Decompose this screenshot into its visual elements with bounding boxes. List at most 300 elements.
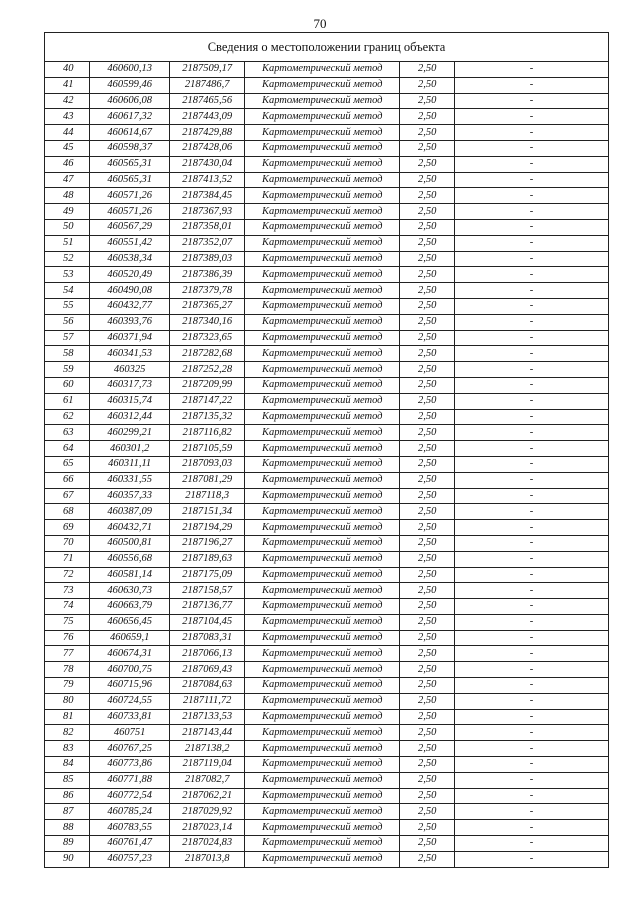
point-number-cell: 71 — [45, 551, 90, 567]
table-row — [45, 472, 609, 488]
table-row — [45, 741, 609, 757]
method-cell: Картометрический метод — [245, 425, 400, 441]
x-coordinate-cell: 460556,68 — [90, 551, 170, 567]
table-row — [45, 662, 609, 678]
accuracy-cell: 2,50 — [400, 725, 455, 741]
table-row — [45, 709, 609, 725]
y-coordinate-cell: 2187118,3 — [170, 488, 245, 504]
description-cell: - — [454, 741, 608, 757]
table-row — [45, 788, 609, 804]
point-number-cell: 73 — [45, 583, 90, 599]
table-row — [45, 630, 609, 646]
x-coordinate-cell: 460315,74 — [90, 393, 170, 409]
point-number-cell: 87 — [45, 804, 90, 820]
x-coordinate-cell: 460331,55 — [90, 472, 170, 488]
method-cell: Картометрический метод — [245, 741, 400, 757]
y-coordinate-cell: 2187430,04 — [170, 156, 245, 172]
x-coordinate-cell: 460357,33 — [90, 488, 170, 504]
table-row — [45, 646, 609, 662]
x-coordinate-cell: 460432,71 — [90, 520, 170, 536]
table-row — [45, 125, 609, 141]
point-number-cell: 62 — [45, 409, 90, 425]
x-coordinate-cell: 460663,79 — [90, 599, 170, 615]
x-coordinate-cell: 460341,53 — [90, 346, 170, 362]
accuracy-cell: 2,50 — [400, 741, 455, 757]
method-cell: Картометрический метод — [245, 504, 400, 520]
point-number-cell: 45 — [45, 140, 90, 156]
y-coordinate-cell: 2187384,45 — [170, 188, 245, 204]
table-row — [45, 172, 609, 188]
x-coordinate-cell: 460599,46 — [90, 77, 170, 93]
accuracy-cell: 2,50 — [400, 851, 455, 867]
accuracy-cell: 2,50 — [400, 77, 455, 93]
table-row — [45, 235, 609, 251]
method-cell: Картометрический метод — [245, 314, 400, 330]
point-number-cell: 47 — [45, 172, 90, 188]
description-cell: - — [454, 377, 608, 393]
y-coordinate-cell: 2187023,14 — [170, 820, 245, 836]
table-heading: Сведения о местоположении границ объекта — [45, 33, 609, 62]
x-coordinate-cell: 460674,31 — [90, 646, 170, 662]
method-cell: Картометрический метод — [245, 836, 400, 852]
point-number-cell: 64 — [45, 441, 90, 457]
method-cell: Картометрический метод — [245, 188, 400, 204]
y-coordinate-cell: 2187175,09 — [170, 567, 245, 583]
description-cell: - — [454, 772, 608, 788]
point-number-cell: 60 — [45, 377, 90, 393]
x-coordinate-cell: 460432,77 — [90, 298, 170, 314]
description-cell: - — [454, 298, 608, 314]
method-cell: Картометрический метод — [245, 788, 400, 804]
x-coordinate-cell: 460393,76 — [90, 314, 170, 330]
y-coordinate-cell: 2187104,45 — [170, 614, 245, 630]
point-number-cell: 80 — [45, 693, 90, 709]
description-cell: - — [454, 219, 608, 235]
x-coordinate-cell: 460767,25 — [90, 741, 170, 757]
x-coordinate-cell: 460567,29 — [90, 219, 170, 235]
table-row — [45, 330, 609, 346]
point-number-cell: 57 — [45, 330, 90, 346]
y-coordinate-cell: 2187340,16 — [170, 314, 245, 330]
y-coordinate-cell: 2187367,93 — [170, 204, 245, 220]
point-number-cell: 65 — [45, 456, 90, 472]
description-cell: - — [454, 251, 608, 267]
description-cell: - — [454, 172, 608, 188]
table-row — [45, 567, 609, 583]
method-cell: Картометрический метод — [245, 219, 400, 235]
description-cell: - — [454, 693, 608, 709]
table-row — [45, 77, 609, 93]
y-coordinate-cell: 2187062,21 — [170, 788, 245, 804]
accuracy-cell: 2,50 — [400, 125, 455, 141]
y-coordinate-cell: 2187379,78 — [170, 283, 245, 299]
x-coordinate-cell: 460700,75 — [90, 662, 170, 678]
x-coordinate-cell: 460565,31 — [90, 156, 170, 172]
x-coordinate-cell: 460600,13 — [90, 62, 170, 78]
table-row — [45, 298, 609, 314]
method-cell: Картометрический метод — [245, 283, 400, 299]
point-number-cell: 75 — [45, 614, 90, 630]
accuracy-cell: 2,50 — [400, 583, 455, 599]
table-row — [45, 520, 609, 536]
description-cell: - — [454, 62, 608, 78]
point-number-cell: 88 — [45, 820, 90, 836]
accuracy-cell: 2,50 — [400, 109, 455, 125]
y-coordinate-cell: 2187443,09 — [170, 109, 245, 125]
y-coordinate-cell: 2187323,65 — [170, 330, 245, 346]
table-row — [45, 425, 609, 441]
table-row — [45, 535, 609, 551]
accuracy-cell: 2,50 — [400, 504, 455, 520]
x-coordinate-cell: 460614,67 — [90, 125, 170, 141]
table-row — [45, 725, 609, 741]
table-row — [45, 140, 609, 156]
x-coordinate-cell: 460571,26 — [90, 188, 170, 204]
y-coordinate-cell: 2187509,17 — [170, 62, 245, 78]
method-cell: Картометрический метод — [245, 709, 400, 725]
description-cell: - — [454, 267, 608, 283]
accuracy-cell: 2,50 — [400, 772, 455, 788]
method-cell: Картометрический метод — [245, 472, 400, 488]
page-number: 70 — [313, 16, 327, 31]
accuracy-cell: 2,50 — [400, 836, 455, 852]
accuracy-cell: 2,50 — [400, 409, 455, 425]
method-cell: Картометрический метод — [245, 804, 400, 820]
y-coordinate-cell: 2187029,92 — [170, 804, 245, 820]
accuracy-cell: 2,50 — [400, 393, 455, 409]
table-row — [45, 599, 609, 615]
method-cell: Картометрический метод — [245, 551, 400, 567]
accuracy-cell: 2,50 — [400, 788, 455, 804]
point-number-cell: 79 — [45, 678, 90, 694]
accuracy-cell: 2,50 — [400, 267, 455, 283]
accuracy-cell: 2,50 — [400, 551, 455, 567]
y-coordinate-cell: 2187069,43 — [170, 662, 245, 678]
method-cell: Картометрический метод — [245, 109, 400, 125]
y-coordinate-cell: 2187024,83 — [170, 836, 245, 852]
description-cell: - — [454, 109, 608, 125]
description-cell: - — [454, 520, 608, 536]
description-cell: - — [454, 551, 608, 567]
x-coordinate-cell: 460387,09 — [90, 504, 170, 520]
accuracy-cell: 2,50 — [400, 441, 455, 457]
accuracy-cell: 2,50 — [400, 709, 455, 725]
y-coordinate-cell: 2187111,72 — [170, 693, 245, 709]
method-cell: Картометрический метод — [245, 725, 400, 741]
x-coordinate-cell: 460656,45 — [90, 614, 170, 630]
table-row — [45, 283, 609, 299]
table-row — [45, 204, 609, 220]
x-coordinate-cell: 460571,26 — [90, 204, 170, 220]
x-coordinate-cell: 460500,81 — [90, 535, 170, 551]
description-cell: - — [454, 425, 608, 441]
table-row — [45, 504, 609, 520]
y-coordinate-cell: 2187119,04 — [170, 757, 245, 773]
method-cell: Картометрический метод — [245, 488, 400, 504]
point-number-cell: 83 — [45, 741, 90, 757]
accuracy-cell: 2,50 — [400, 630, 455, 646]
accuracy-cell: 2,50 — [400, 362, 455, 378]
table-row — [45, 109, 609, 125]
accuracy-cell: 2,50 — [400, 330, 455, 346]
y-coordinate-cell: 2187252,28 — [170, 362, 245, 378]
table-row — [45, 836, 609, 852]
accuracy-cell: 2,50 — [400, 204, 455, 220]
y-coordinate-cell: 2187147,22 — [170, 393, 245, 409]
x-coordinate-cell: 460325 — [90, 362, 170, 378]
description-cell: - — [454, 804, 608, 820]
method-cell: Картометрический метод — [245, 567, 400, 583]
y-coordinate-cell: 2187136,77 — [170, 599, 245, 615]
y-coordinate-cell: 2187083,31 — [170, 630, 245, 646]
y-coordinate-cell: 2187133,53 — [170, 709, 245, 725]
accuracy-cell: 2,50 — [400, 662, 455, 678]
method-cell: Картометрический метод — [245, 693, 400, 709]
description-cell: - — [454, 456, 608, 472]
description-cell: - — [454, 140, 608, 156]
description-cell: - — [454, 614, 608, 630]
y-coordinate-cell: 2187081,29 — [170, 472, 245, 488]
x-coordinate-cell: 460490,08 — [90, 283, 170, 299]
method-cell: Картометрический метод — [245, 441, 400, 457]
description-cell: - — [454, 851, 608, 867]
accuracy-cell: 2,50 — [400, 614, 455, 630]
accuracy-cell: 2,50 — [400, 188, 455, 204]
accuracy-cell: 2,50 — [400, 219, 455, 235]
point-number-cell: 69 — [45, 520, 90, 536]
description-cell: - — [454, 504, 608, 520]
x-coordinate-cell: 460617,32 — [90, 109, 170, 125]
x-coordinate-cell: 460773,86 — [90, 757, 170, 773]
description-cell: - — [454, 330, 608, 346]
accuracy-cell: 2,50 — [400, 693, 455, 709]
method-cell: Картометрический метод — [245, 456, 400, 472]
point-number-cell: 77 — [45, 646, 90, 662]
method-cell: Картометрический метод — [245, 172, 400, 188]
accuracy-cell: 2,50 — [400, 678, 455, 694]
method-cell: Картометрический метод — [245, 62, 400, 78]
accuracy-cell: 2,50 — [400, 251, 455, 267]
description-cell: - — [454, 757, 608, 773]
x-coordinate-cell: 460581,14 — [90, 567, 170, 583]
x-coordinate-cell: 460785,24 — [90, 804, 170, 820]
y-coordinate-cell: 2187105,59 — [170, 441, 245, 457]
x-coordinate-cell: 460783,55 — [90, 820, 170, 836]
x-coordinate-cell: 460761,47 — [90, 836, 170, 852]
x-coordinate-cell: 460733,81 — [90, 709, 170, 725]
method-cell: Картометрический метод — [245, 377, 400, 393]
description-cell: - — [454, 678, 608, 694]
point-number-cell: 61 — [45, 393, 90, 409]
method-cell: Картометрический метод — [245, 820, 400, 836]
description-cell: - — [454, 409, 608, 425]
point-number-cell: 78 — [45, 662, 90, 678]
table-row — [45, 251, 609, 267]
method-cell: Картометрический метод — [245, 267, 400, 283]
accuracy-cell: 2,50 — [400, 535, 455, 551]
method-cell: Картометрический метод — [245, 535, 400, 551]
point-number-cell: 43 — [45, 109, 90, 125]
table-row — [45, 488, 609, 504]
accuracy-cell: 2,50 — [400, 93, 455, 109]
accuracy-cell: 2,50 — [400, 314, 455, 330]
table-row — [45, 456, 609, 472]
x-coordinate-cell: 460317,73 — [90, 377, 170, 393]
description-cell: - — [454, 204, 608, 220]
table-row — [45, 678, 609, 694]
description-cell: - — [454, 599, 608, 615]
point-number-cell: 76 — [45, 630, 90, 646]
accuracy-cell: 2,50 — [400, 425, 455, 441]
x-coordinate-cell: 460757,23 — [90, 851, 170, 867]
point-number-cell: 81 — [45, 709, 90, 725]
y-coordinate-cell: 2187084,63 — [170, 678, 245, 694]
y-coordinate-cell: 2187082,7 — [170, 772, 245, 788]
y-coordinate-cell: 2187389,03 — [170, 251, 245, 267]
description-cell: - — [454, 583, 608, 599]
y-coordinate-cell: 2187093,03 — [170, 456, 245, 472]
accuracy-cell: 2,50 — [400, 820, 455, 836]
method-cell: Картометрический метод — [245, 140, 400, 156]
description-cell: - — [454, 709, 608, 725]
table-row — [45, 156, 609, 172]
table-row — [45, 820, 609, 836]
method-cell: Картометрический метод — [245, 346, 400, 362]
description-cell: - — [454, 156, 608, 172]
accuracy-cell: 2,50 — [400, 804, 455, 820]
accuracy-cell: 2,50 — [400, 472, 455, 488]
heading-row — [45, 33, 609, 62]
method-cell: Картометрический метод — [245, 362, 400, 378]
table-row — [45, 377, 609, 393]
table-row — [45, 62, 609, 78]
point-number-cell: 51 — [45, 235, 90, 251]
table-row — [45, 804, 609, 820]
accuracy-cell: 2,50 — [400, 156, 455, 172]
y-coordinate-cell: 2187189,63 — [170, 551, 245, 567]
point-number-cell: 52 — [45, 251, 90, 267]
point-number-cell: 67 — [45, 488, 90, 504]
x-coordinate-cell: 460301,2 — [90, 441, 170, 457]
description-cell: - — [454, 362, 608, 378]
accuracy-cell: 2,50 — [400, 298, 455, 314]
y-coordinate-cell: 2187465,56 — [170, 93, 245, 109]
description-cell: - — [454, 77, 608, 93]
table-row — [45, 362, 609, 378]
y-coordinate-cell: 2187066,13 — [170, 646, 245, 662]
table-body — [45, 33, 609, 868]
table-row — [45, 93, 609, 109]
method-cell: Картометрический метод — [245, 520, 400, 536]
table-row — [45, 551, 609, 567]
description-cell: - — [454, 646, 608, 662]
method-cell: Картометрический метод — [245, 646, 400, 662]
description-cell: - — [454, 472, 608, 488]
point-number-cell: 82 — [45, 725, 90, 741]
point-number-cell: 40 — [45, 62, 90, 78]
point-number-cell: 41 — [45, 77, 90, 93]
table-row — [45, 393, 609, 409]
accuracy-cell: 2,50 — [400, 488, 455, 504]
accuracy-cell: 2,50 — [400, 757, 455, 773]
y-coordinate-cell: 2187013,8 — [170, 851, 245, 867]
method-cell: Картометрический метод — [245, 583, 400, 599]
point-number-cell: 63 — [45, 425, 90, 441]
x-coordinate-cell: 460751 — [90, 725, 170, 741]
description-cell: - — [454, 93, 608, 109]
point-number-cell: 72 — [45, 567, 90, 583]
method-cell: Картометрический метод — [245, 630, 400, 646]
accuracy-cell: 2,50 — [400, 377, 455, 393]
accuracy-cell: 2,50 — [400, 283, 455, 299]
x-coordinate-cell: 460565,31 — [90, 172, 170, 188]
x-coordinate-cell: 460312,44 — [90, 409, 170, 425]
y-coordinate-cell: 2187365,27 — [170, 298, 245, 314]
description-cell: - — [454, 235, 608, 251]
point-number-cell: 54 — [45, 283, 90, 299]
method-cell: Картометрический метод — [245, 125, 400, 141]
accuracy-cell: 2,50 — [400, 646, 455, 662]
accuracy-cell: 2,50 — [400, 520, 455, 536]
point-number-cell: 58 — [45, 346, 90, 362]
x-coordinate-cell: 460659,1 — [90, 630, 170, 646]
description-cell: - — [454, 725, 608, 741]
description-cell: - — [454, 346, 608, 362]
table-row — [45, 851, 609, 867]
method-cell: Картометрический метод — [245, 235, 400, 251]
point-number-cell: 55 — [45, 298, 90, 314]
point-number-cell: 44 — [45, 125, 90, 141]
x-coordinate-cell: 460715,96 — [90, 678, 170, 694]
y-coordinate-cell: 2187413,52 — [170, 172, 245, 188]
y-coordinate-cell: 2187158,57 — [170, 583, 245, 599]
table-row — [45, 267, 609, 283]
y-coordinate-cell: 2187135,32 — [170, 409, 245, 425]
point-number-cell: 59 — [45, 362, 90, 378]
description-cell: - — [454, 630, 608, 646]
point-number-cell: 74 — [45, 599, 90, 615]
point-number-cell: 48 — [45, 188, 90, 204]
x-coordinate-cell: 460551,42 — [90, 235, 170, 251]
y-coordinate-cell: 2187486,7 — [170, 77, 245, 93]
table-row — [45, 409, 609, 425]
accuracy-cell: 2,50 — [400, 599, 455, 615]
point-number-cell: 56 — [45, 314, 90, 330]
point-number-cell: 89 — [45, 836, 90, 852]
y-coordinate-cell: 2187138,2 — [170, 741, 245, 757]
table-row — [45, 346, 609, 362]
accuracy-cell: 2,50 — [400, 172, 455, 188]
y-coordinate-cell: 2187151,34 — [170, 504, 245, 520]
x-coordinate-cell: 460538,34 — [90, 251, 170, 267]
description-cell: - — [454, 441, 608, 457]
description-cell: - — [454, 314, 608, 330]
method-cell: Картометрический метод — [245, 678, 400, 694]
x-coordinate-cell: 460598,37 — [90, 140, 170, 156]
x-coordinate-cell: 460606,08 — [90, 93, 170, 109]
y-coordinate-cell: 2187352,07 — [170, 235, 245, 251]
description-cell: - — [454, 836, 608, 852]
y-coordinate-cell: 2187143,44 — [170, 725, 245, 741]
table-row — [45, 614, 609, 630]
table-row — [45, 693, 609, 709]
description-cell: - — [454, 820, 608, 836]
accuracy-cell: 2,50 — [400, 567, 455, 583]
description-cell: - — [454, 662, 608, 678]
point-number-cell: 86 — [45, 788, 90, 804]
table-row — [45, 188, 609, 204]
point-number-cell: 53 — [45, 267, 90, 283]
